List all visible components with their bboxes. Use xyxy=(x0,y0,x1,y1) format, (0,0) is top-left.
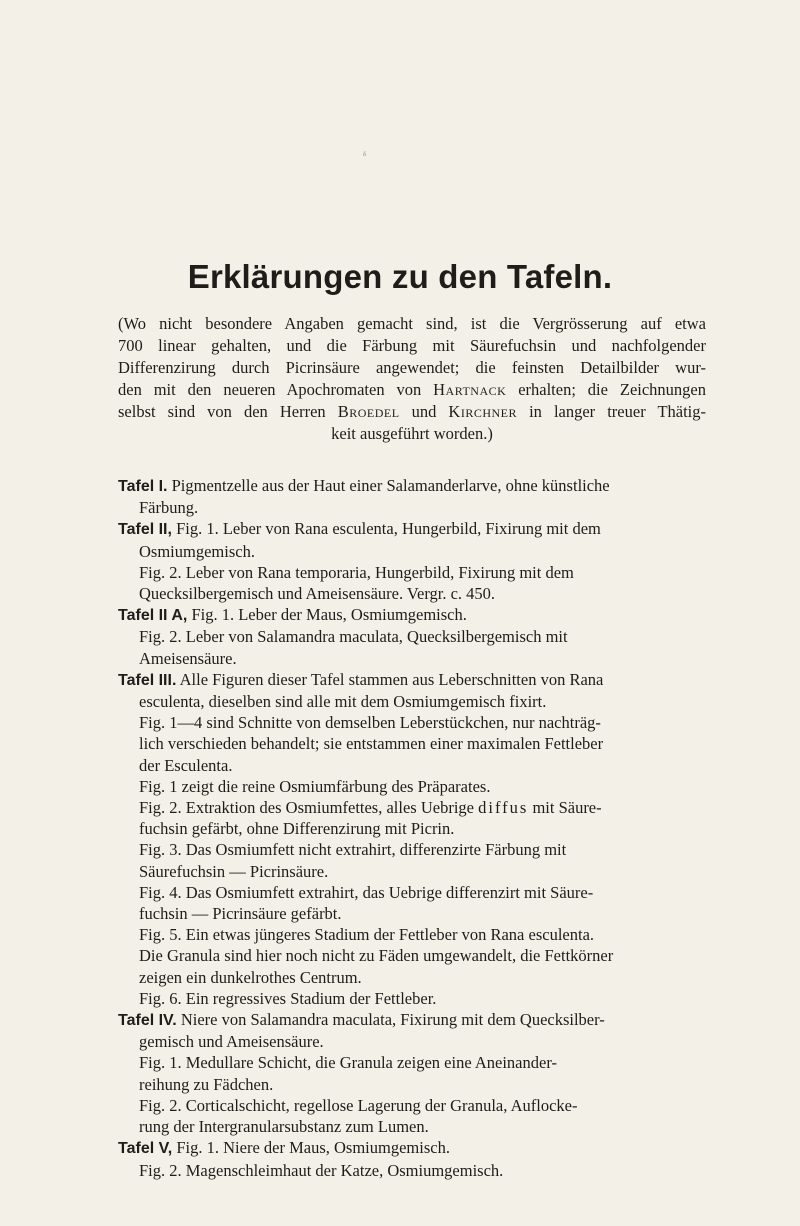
intro-line: Differenzirung durch Picrinsäure angewendet; die feinsten Detailbilder wur- xyxy=(118,358,706,377)
entry-text: zeigen ein dunkelrothes Centrum. xyxy=(139,967,362,987)
tafel-heading-line xyxy=(118,1137,712,1159)
entry-text: rung der Intergranularsubstanz zum Lumen. xyxy=(139,1117,429,1137)
tafel-label: Tafel I. xyxy=(118,478,168,495)
plate-explanations xyxy=(118,475,712,1181)
entry-line xyxy=(118,1074,712,1095)
tafel-label: Tafel IV. xyxy=(118,1012,177,1030)
entry-text: Ameisensäure. xyxy=(139,648,237,668)
intro-paragraph xyxy=(118,313,706,445)
entry-line xyxy=(118,712,712,733)
entry-text: Fig. 2. Corticalschicht, regellose Lagerung der Granula, Auflocke- xyxy=(139,1095,578,1115)
entry-text: Fig. 2. Magenschleimhaut der Katze, Osmiumgemisch. xyxy=(139,1160,504,1180)
entry-text: reihung zu Fädchen. xyxy=(139,1074,274,1094)
entry-text: Fig. 1 zeigt die reine Osmiumfärbung des Präparates. xyxy=(139,776,491,796)
spaced-word: diffus xyxy=(478,798,529,818)
entry-line xyxy=(118,861,712,882)
tafel-label: Tafel II, xyxy=(118,521,172,539)
tafel-heading-line xyxy=(118,475,712,497)
entry-line xyxy=(118,945,712,966)
intro-line: 700 linear gehalten, und die Färbung mit Säurefuchsin und nachfolgender xyxy=(118,336,706,355)
entry-line xyxy=(118,497,712,518)
entry-text: Färbung. xyxy=(139,498,199,518)
entry-line xyxy=(118,562,712,583)
tafel-heading-line xyxy=(118,604,712,626)
entry-line xyxy=(118,626,712,647)
page-title: Erklärungen zu den Tafeln. xyxy=(187,258,613,295)
entry-line xyxy=(118,1031,712,1052)
entry-text: Fig. 6. Ein regressives Stadium der Fettleber. xyxy=(139,988,437,1008)
intro-line: (Wo nicht besondere Angaben gemacht sind, ist die Vergrösserung auf etwa xyxy=(118,314,706,333)
entry-text: fuchsin — Picrinsäure gefärbt. xyxy=(139,904,342,924)
entry-line xyxy=(118,755,712,776)
entry-line xyxy=(118,924,712,945)
entry-text: Fig. 2. Leber von Rana temporaria, Hungerbild, Fixirung mit dem xyxy=(139,562,574,582)
entry-text: Niere von Salamandra maculata, Fixirung mit dem Quecksilber- xyxy=(176,1010,605,1030)
tafel-label: Tafel V, xyxy=(118,1140,173,1158)
entry-line xyxy=(118,733,712,754)
entry-line xyxy=(118,1095,712,1116)
tafel-heading-line xyxy=(118,669,712,691)
name-hartnack: Hartnack xyxy=(433,380,507,399)
entry-text: Fig. 3. Das Osmiumfett nicht extrahirt, differenzirte Färbung mit xyxy=(139,840,567,860)
entry-text: esculenta, dieselben sind alle mit dem Osmiumgemisch fixirt. xyxy=(139,692,547,712)
entry-text: Fig. 4. Das Osmiumfett extrahirt, das Uebrige differenzirt mit Säure- xyxy=(139,882,594,902)
entry-line xyxy=(118,1116,712,1137)
tafel-heading-line xyxy=(118,518,712,540)
intro-line: keit ausgeführt worden.) xyxy=(331,424,493,443)
tafel-label: Tafel II A, xyxy=(118,607,188,625)
entry-line xyxy=(118,903,712,924)
entry-line xyxy=(118,776,712,797)
ink-speck: ᵟ xyxy=(363,150,366,162)
entry-text: Fig. 2. Leber von Salamandra maculata, Quecksilbergemisch mit xyxy=(139,627,568,647)
entry-text: Fig. 1. Medullare Schicht, die Granula zeigen eine Aneinander- xyxy=(139,1053,557,1073)
entry-text: lich verschieden behandelt; sie entstammen einer maximalen Fettleber xyxy=(139,734,604,754)
entry-line xyxy=(118,583,712,604)
entry-line xyxy=(118,818,712,839)
entry-line xyxy=(118,967,712,988)
entry-line xyxy=(118,648,712,669)
entry-text: Fig. 5. Ein etwas jüngeres Stadium der Fettleber von Rana esculenta. xyxy=(139,925,595,945)
entry-text-tail: mit Säure- xyxy=(528,798,602,818)
entry-text: Quecksilbergemisch und Ameisensäure. Vergr. c. 450. xyxy=(139,584,496,604)
entry-line xyxy=(118,1160,712,1181)
intro-line: selbst sind von den Herren Broedel und Kirchner in langer treuer Thätig- xyxy=(118,402,707,421)
entry-text: Fig. 1—4 sind Schnitte von demselben Leberstückchen, nur nachträg- xyxy=(139,713,601,733)
entry-text: Pigmentzelle aus der Haut einer Salamanderlarve, ohne künstliche xyxy=(167,476,610,495)
entry-text: Alle Figuren dieser Tafel stammen aus Leberschnitten von Rana xyxy=(176,669,604,689)
entry-line xyxy=(118,839,712,860)
entry-text: Fig. 1. Leber der Maus, Osmiumgemisch. xyxy=(187,605,467,625)
entry-line xyxy=(118,797,712,818)
entry-text: Säurefuchsin — Picrinsäure. xyxy=(139,861,329,881)
name-kirchner: Kirchner xyxy=(448,402,518,421)
entry-text: Osmiumgemisch. xyxy=(139,541,255,561)
entry-text: Fig. 2. Extraktion des Osmiumfettes, alles Uebrige xyxy=(139,798,479,818)
entry-text: Die Granula sind hier noch nicht zu Fäden umgewandelt, die Fettkörner xyxy=(139,946,614,966)
entry-line xyxy=(118,988,712,1009)
tafel-heading-line xyxy=(118,1009,712,1031)
entry-text: Fig. 1. Niere der Maus, Osmiumgemisch. xyxy=(172,1138,450,1158)
intro-line: den mit den neueren Apochromaten von Hartnack erhalten; die Zeichnungen xyxy=(118,380,706,399)
entry-text: Fig. 1. Leber von Rana esculenta, Hungerbild, Fixirung mit dem xyxy=(171,519,601,539)
entry-text: der Esculenta. xyxy=(139,755,233,775)
entry-line xyxy=(118,691,712,712)
entry-text: fuchsin gefärbt, ohne Differenzirung mit Picrin. xyxy=(139,819,455,839)
entry-line xyxy=(118,882,712,903)
entry-text: gemisch und Ameisensäure. xyxy=(139,1032,324,1052)
entry-line xyxy=(118,541,712,562)
entry-line xyxy=(118,1052,712,1073)
name-broedel: Broedel xyxy=(337,402,400,421)
tafel-label: Tafel III. xyxy=(118,671,177,689)
